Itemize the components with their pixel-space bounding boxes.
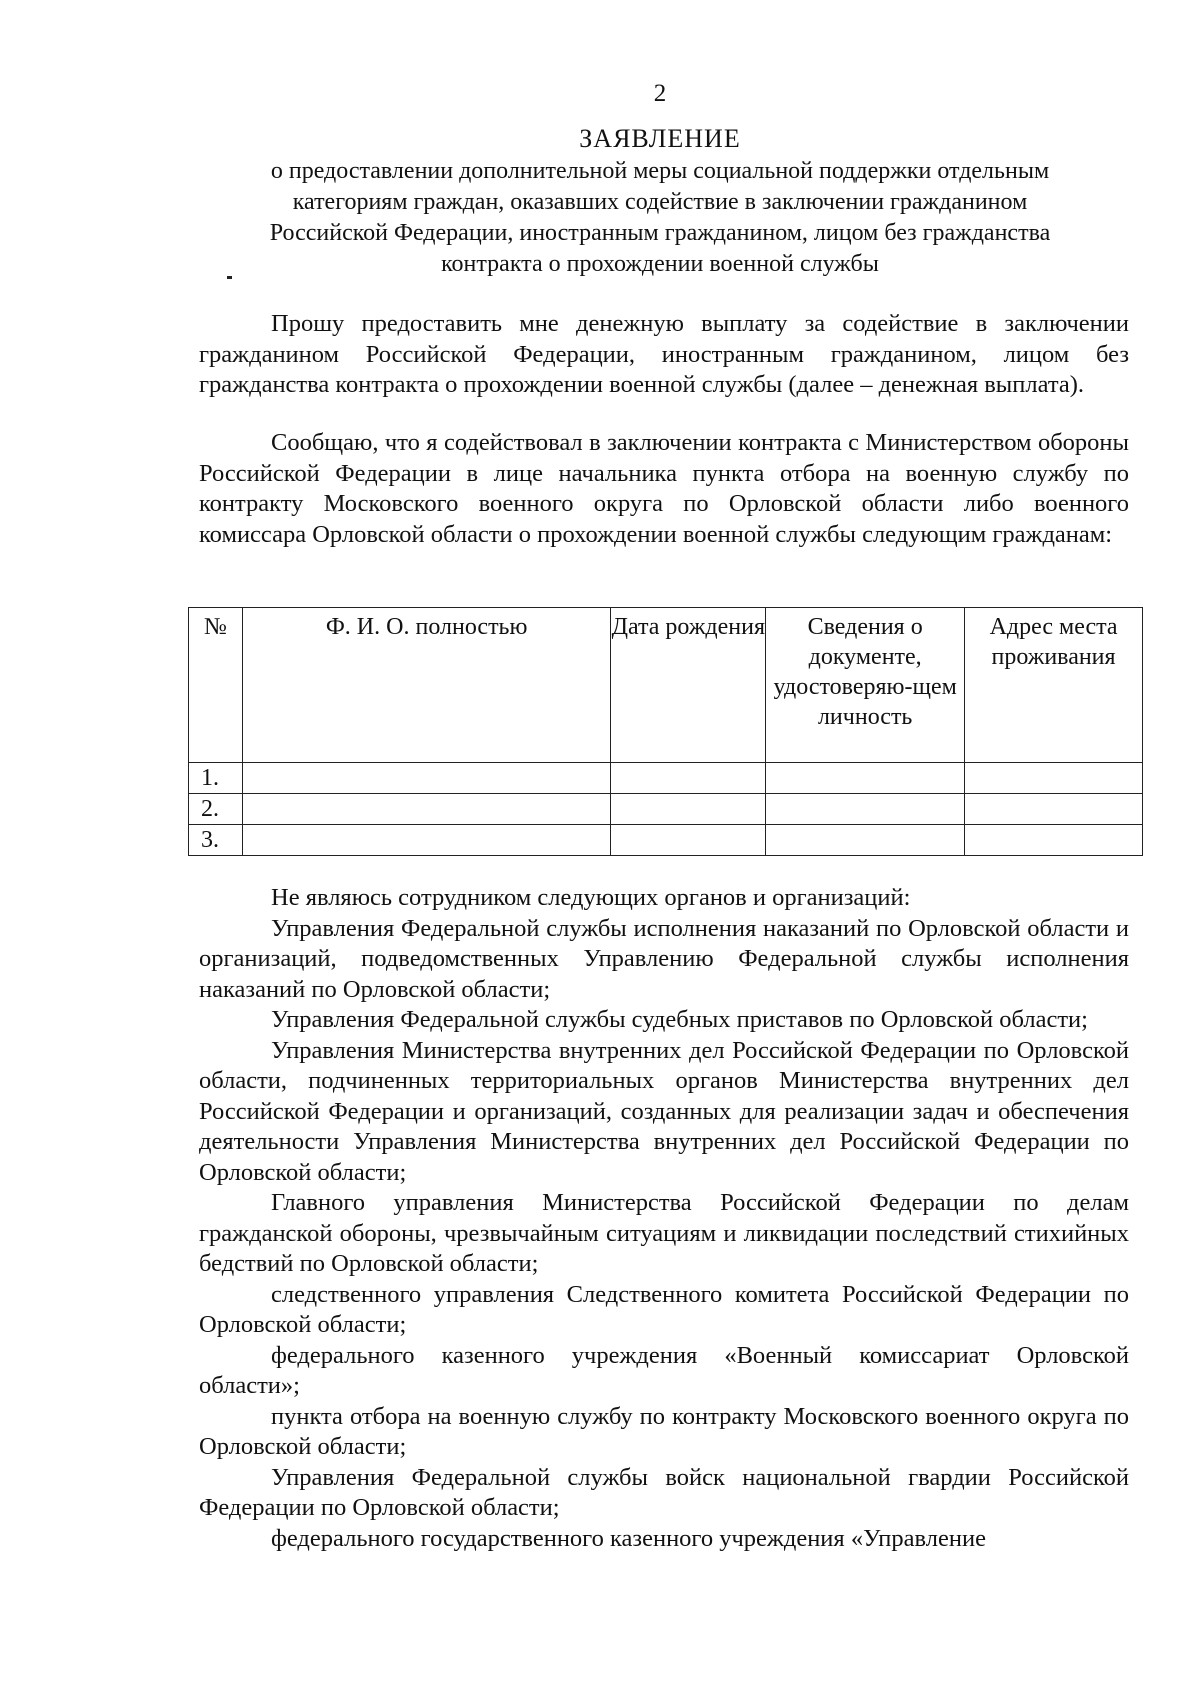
col-address-header: Адрес места проживания xyxy=(965,608,1143,763)
row-number: 3. xyxy=(189,825,243,856)
document-subtitle xyxy=(180,156,1140,280)
report-paragraph xyxy=(199,428,1129,550)
subtitle-line: о предоставлении дополнительной меры социальной поддержки отдельным xyxy=(270,158,1050,184)
list-intro: Не являюсь сотрудником следующих органов и организаций: xyxy=(271,884,911,911)
birthdate-cell[interactable] xyxy=(611,763,766,794)
organizations-list xyxy=(199,883,1129,1554)
address-cell[interactable] xyxy=(965,763,1143,794)
list-item: федерального казенного учреждения «Военный комиссариат Орловской области»; xyxy=(199,1341,1129,1399)
list-item: Управления Федеральной службы судебных приставов по Орловской области; xyxy=(271,1006,1088,1033)
address-cell[interactable] xyxy=(965,825,1143,856)
list-item: пункта отбора на военную службу по контракту Московского военного округа по Орловской области; xyxy=(199,1402,1129,1460)
id-document-cell[interactable] xyxy=(766,763,965,794)
report-text: Сообщаю, что я содействовал в заключении контракта с Министерством обороны Российской Федерации в лице начальника пункта отбора на военную службу по контракту Московского военного округа по Орловской области либо военного комиссара Орловской области о прохождении военной службы следующим гражданам: xyxy=(199,429,1129,548)
table-row xyxy=(189,825,1143,856)
table-header-row xyxy=(189,608,1143,763)
request-text: Прошу предоставить мне денежную выплату за содействие в заключении гражданином Российской Федерации, иностранным гражданином, лицом без гражданства контракта о прохождении военной службы (далее – денежная выплата). xyxy=(199,310,1129,398)
birthdate-cell[interactable] xyxy=(611,794,766,825)
list-item: следственного управления Следственного комитета Российской Федерации по Орловской области; xyxy=(199,1280,1129,1338)
col-id-document-header: Сведения о документе, удостоверяю-щем личность xyxy=(766,608,965,763)
col-number-header: № xyxy=(189,608,243,763)
table-row xyxy=(189,763,1143,794)
birthdate-cell[interactable] xyxy=(611,825,766,856)
subtitle-line: категориям граждан, оказавших содействие в заключении гражданином xyxy=(292,189,1028,215)
stray-mark xyxy=(227,276,232,279)
id-document-cell[interactable] xyxy=(766,794,965,825)
id-document-cell[interactable] xyxy=(766,825,965,856)
list-item: Управления Федеральной службы исполнения наказаний по Орловской области и организаций, подведомственных Управлению Федеральной службы исполнения наказаний по Орловской области; xyxy=(199,914,1129,1003)
request-paragraph xyxy=(199,309,1129,401)
col-fullname-header: Ф. И. О. полностью xyxy=(242,608,610,763)
page-number: 2 xyxy=(653,80,667,107)
document-title: ЗАЯВЛЕНИЕ xyxy=(579,124,741,153)
list-item: Управления Министерства внутренних дел Российской Федерации по Орловской области, подчиненных территориальных органов Министерства внутренних дел Российской Федерации и организаций, созданных для реализации задач и обеспечения деятельности Управления Министерства внутренних дел Российской Федерации по Орловской области; xyxy=(199,1036,1129,1186)
fullname-cell[interactable] xyxy=(242,794,610,825)
address-cell[interactable] xyxy=(965,794,1143,825)
list-item: Главного управления Министерства Российской Федерации по делам гражданской обороны, чрезвычайным ситуациям и ликвидации последствий стихийных бедствий по Орловской области; xyxy=(199,1189,1129,1277)
table-row xyxy=(189,794,1143,825)
citizens-table xyxy=(188,607,1143,856)
row-number: 2. xyxy=(189,794,243,825)
fullname-cell[interactable] xyxy=(242,763,610,794)
row-number: 1. xyxy=(189,763,243,794)
subtitle-line: контракта о прохождении военной службы xyxy=(441,251,879,277)
list-item: Управления Федеральной службы войск национальной гвардии Российской Федерации по Орловской области; xyxy=(199,1463,1129,1521)
fullname-cell[interactable] xyxy=(242,825,610,856)
list-item: федерального государственного казенного учреждения «Управление xyxy=(271,1524,986,1552)
subtitle-line: Российской Федерации, иностранным гражданином, лицом без гражданства xyxy=(269,220,1051,246)
col-birthdate-header: Дата рождения xyxy=(611,608,766,763)
